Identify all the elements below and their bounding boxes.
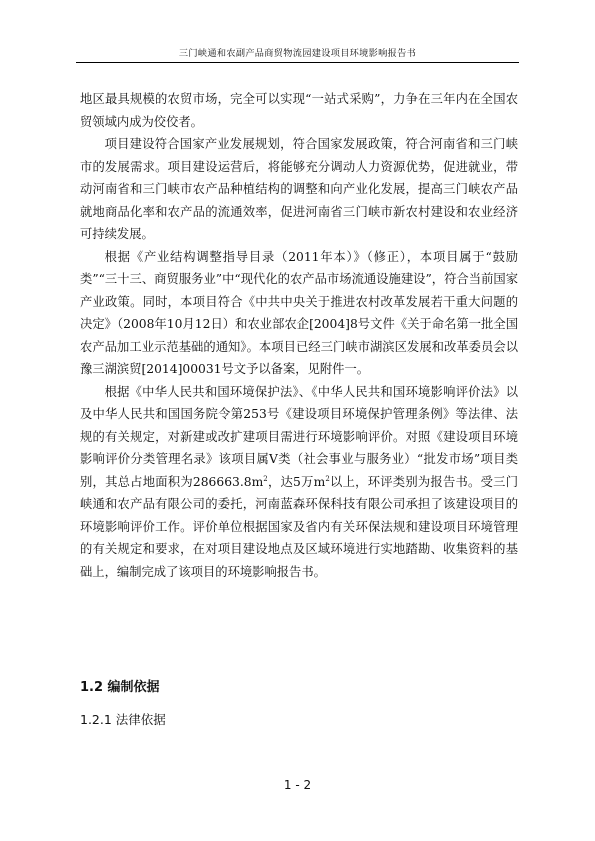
superscript-2: 2 xyxy=(325,474,330,483)
header-divider xyxy=(76,62,519,63)
eia-text-part-2: ，达5万m xyxy=(267,474,326,489)
page-number: 1 - 2 xyxy=(283,778,312,792)
paragraph-continuation: 地区最具规模的农贸市场，完全可以实现“一站式采购”，力争在三年内在全国农贸领域内成为佼佼者。 xyxy=(80,92,518,129)
subsection-heading: 1.2.1 法律依据 xyxy=(80,712,166,727)
running-header: 三门峡通和农副产品商贸物流园建设项目环境影响报告书 xyxy=(178,48,417,59)
eia-text-part-3: 以上，环评类别为报告书。受三门峡通和农产品有限公司的委托，河南蓝森环保科技有限公司承担了该建设项目的环境影响评价工作。评价单位根据国家及省内有关环保法规和建设项目环境管理的有关规定和要求，在对项目建设地点及区域环境进行实地踏勘、收集资料的基础上，编制完成了该项目的环境影响报告书。 xyxy=(80,474,518,579)
eia-text-part-1: 根据《中华人民共和国环境保护法》、《中华人民共和国环境影响评价法》以及中华人民共和国国务院令第253号《建设项目环境保护管理条例》等法律、法规的有关规定，对新建或改扩建项目需进行环境影响评价。对照《建设项目环境影响评价分类管理名录》该项目属V类（社会事业与服务业）“批发市场”项目类别，其总占地面积为286663.8m xyxy=(80,384,518,489)
paragraph-eia-basis xyxy=(80,381,518,584)
paragraph-industry-policy: 根据《产业结构调整指导目录（2011年本）》（修正），本项目属于“鼓励类”“三十三、商贸服务业”中“现代化的农产品市场流通设施建设”，符合当前国家产业政策。同时，本项目符合《中共中央关于推进农村改革发展若干重大问题的决定》（2008年10月12日）和农业部农企[2004]8号文件《关于命名第一批全国农产品加工业示范基础的通知》。本项目已经三门峡市湖滨区发展和改革委员会以豫三湖滨贸[2014]00031号文予以备案，见附件一。 xyxy=(80,249,518,376)
superscript-2: 2 xyxy=(263,474,268,483)
section-heading: 1.2 编制依据 xyxy=(80,680,160,695)
body-text xyxy=(80,88,518,583)
paragraph-policy-compliance: 项目建设符合国家产业发展规划，符合国家发展政策，符合河南省和三门峡市的发展需求。项目建设运营后，将能够充分调动人力资源优势，促进就业，带动河南省和三门峡市农产品种植结构的调整和向产业化发展，提高三门峡农产品就地商品化率和农产品的流通效率，促进河南省三门峡市新农村建设和农业经济可持续发展。 xyxy=(80,137,518,241)
